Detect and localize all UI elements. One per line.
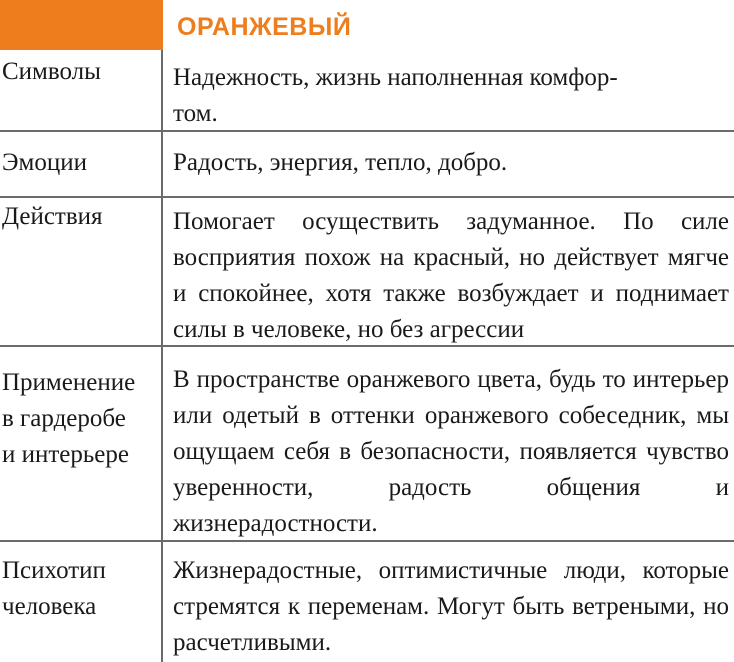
row-label-emotions: Эмоции: [2, 149, 87, 176]
row-label-application: Применение в гардеробе и интерьере: [2, 369, 136, 468]
row-value-actions: Помогает осуществить задуманное. По силе восприятия похож на красный, но действует мягче и спокойнее, хотя также возбуждает и поднимает силы в человеке, но без агрессии: [173, 208, 729, 343]
row-label-symbols: Символы: [2, 58, 101, 85]
row-divider: [0, 345, 734, 347]
color-title: ОРАНЖЕВЫЙ: [177, 13, 352, 41]
row-value-application: В пространстве оранжевого цвета, будь то интерьер или одетый в оттенки оранжевого собеседник, мы ощущаем себя в безопасности, появляется чувство уверенности, радость общения и жизнерадостности.: [173, 366, 729, 537]
row-label-actions: Действия: [2, 203, 103, 230]
row-divider: [0, 196, 734, 198]
row-divider: [0, 130, 734, 132]
row-value-psychotype: Жизнерадостные, оптимистичные люди, которые стремятся к переменам. Могут быть ветреными, но расчетливыми.: [173, 557, 729, 656]
row-label-psychotype: Психотип человека: [2, 557, 106, 620]
color-swatch: [0, 0, 163, 50]
header-row: [0, 0, 734, 50]
column-divider: [161, 50, 163, 662]
row-value-symbols: Надежность, жизнь наполненная комфор- том.: [173, 64, 618, 127]
row-divider: [0, 540, 734, 542]
row-value-emotions: Радость, энергия, тепло, добро.: [173, 149, 508, 176]
